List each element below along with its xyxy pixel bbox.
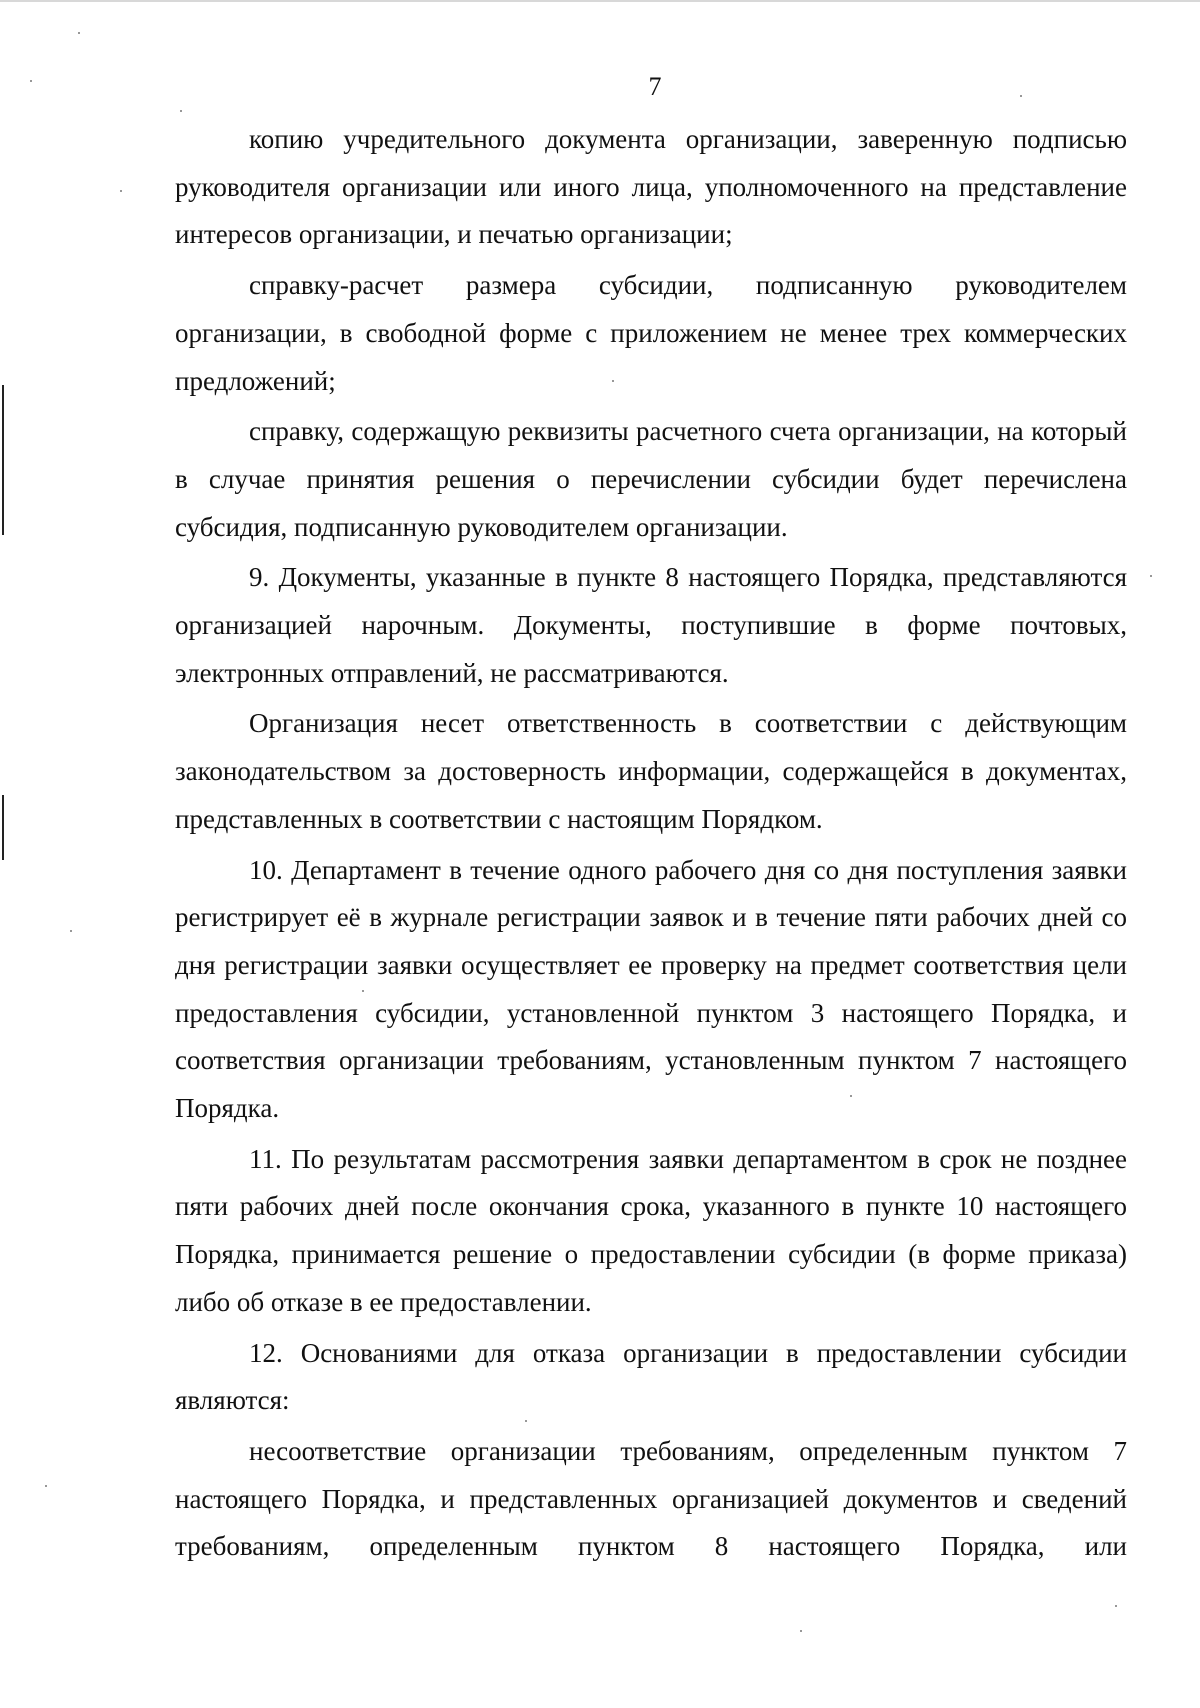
paragraph: 9. Документы, указанные в пункте 8 настоящего Порядка, представляются организацией нарочным. Документы, поступившие в форме почтовых, электронных отправлений, не рассматриваются. — [175, 562, 1127, 688]
paragraph: 12. Основаниями для отказа организации в предоставлении субсидии являются: — [175, 1337, 1127, 1416]
document-body — [175, 116, 1127, 1574]
scan-speck — [1150, 575, 1152, 577]
paragraph: несоответствие организации требованиям, определенным пунктом 7 настоящего Порядка, и представленных организацией документов и сведений требованиям, определенным пунктом 8 настоящего Порядка, или — [175, 1435, 1127, 1562]
paragraph: копию учредительного документа организации, заверенную подписью руководителя организации или иного лица, уполномоченного на представление интересов организации, и печатью организации; — [175, 124, 1127, 250]
scan-speck — [1115, 1605, 1117, 1607]
paragraph: 10. Департамент в течение одного рабочего дня со дня поступления заявки регистрирует её в журнале регистрации заявок и в течение пяти рабочих дней со дня регистрации заявки осуществляет ее проверку на предмет соответствия цели предоставления субсидии, установленной пунктом 3 настоящего Порядка, и соответствия организации требованиям, установленным пунктом 7 настоящего Порядка. — [175, 854, 1127, 1124]
scan-speck — [800, 1630, 802, 1632]
scan-top-edge — [0, 0, 1200, 2]
scan-speck — [78, 32, 80, 34]
scan-speck — [45, 1485, 47, 1487]
paragraph: Организация несет ответственность в соответствии с действующим законодательством за достоверность информации, содержащейся в документах, представленных в соответствии с настоящим Порядком. — [175, 708, 1127, 834]
scan-left-edge-mark — [2, 385, 4, 535]
scan-left-edge-mark — [2, 795, 4, 860]
paragraph: справку-расчет размера субсидии, подписанную руководителем организации, в свободной форме с приложением не менее трех коммерческих предложений; — [175, 270, 1127, 396]
scan-speck — [180, 110, 182, 112]
scan-speck — [70, 930, 72, 932]
scan-speck — [120, 190, 122, 192]
paragraph: справку, содержащую реквизиты расчетного счета организации, на который в случае принятия решения о перечислении субсидии будет перечислена субсидия, подписанную руководителем организации. — [175, 416, 1127, 542]
paragraph: 11. По результатам рассмотрения заявки департаментом в срок не позднее пяти рабочих дней после окончания срока, указанного в пункте 10 настоящего Порядка, принимается решение о предоставлении субсидии (в форме приказа) либо об отказе в ее предоставлении. — [175, 1143, 1127, 1317]
page-number: 7 — [648, 72, 662, 101]
